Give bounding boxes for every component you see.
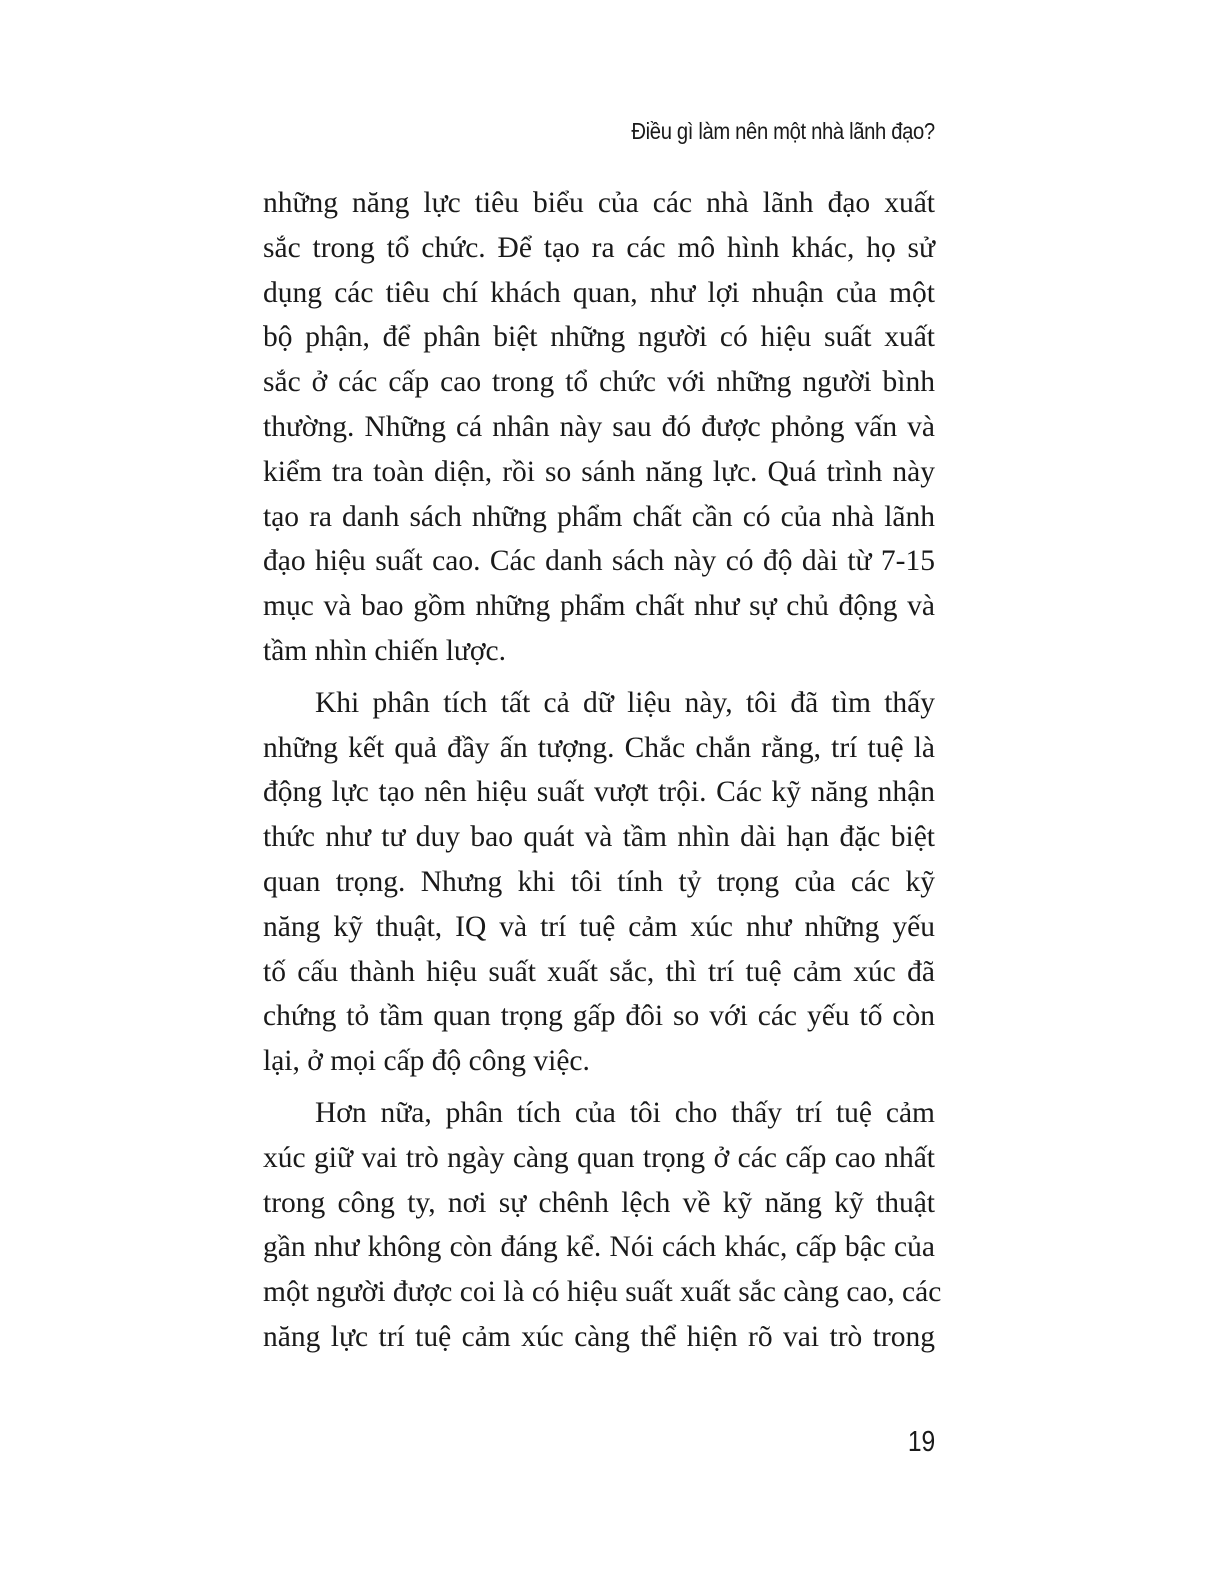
text-line: những năng lực tiêu biểu của các nhà lãnh đạo xuất	[263, 187, 935, 219]
text-line: thức như tư duy bao quát và tầm nhìn dài hạn đặc biệt	[263, 821, 935, 854]
text-line: quan trọng. Nhưng khi tôi tính tỷ trọng của các kỹ	[263, 865, 935, 898]
paragraph-1	[263, 181, 935, 674]
text-line: xúc giữ vai trò ngày càng quan trọng ở các cấp cao nhất	[263, 1141, 935, 1174]
text-line: thường. Những cá nhân này sau đó được phỏng vấn và	[263, 410, 935, 443]
text-line: những kết quả đầy ấn tượng. Chắc chắn rằng, trí tuệ là	[263, 731, 935, 764]
text-line: động lực tạo nên hiệu suất vượt trội. Các kỹ năng nhận	[263, 776, 935, 809]
text-line: tố cấu thành hiệu suất xuất sắc, thì trí tuệ cảm xúc đã	[263, 955, 935, 988]
text-line: đạo hiệu suất cao. Các danh sách này có độ dài từ 7-15	[263, 545, 935, 578]
text-line: gần như không còn đáng kể. Nói cách khác, cấp bậc của	[263, 1231, 935, 1264]
text-line: bộ phận, để phân biệt những người có hiệu suất xuất	[263, 321, 935, 354]
text-line: một người được coi là có hiệu suất xuất sắc càng cao, các	[263, 1276, 942, 1309]
running-header: Điều gì làm nên một nhà lãnh đạo?	[631, 118, 935, 144]
text-line: tạo ra danh sách những phẩm chất cần có của nhà lãnh	[263, 500, 935, 533]
text-line: sắc trong tổ chức. Để tạo ra các mô hình khác, họ sử	[263, 231, 935, 264]
text-line: trong công ty, nơi sự chênh lệch về kỹ năng kỹ thuật	[263, 1186, 935, 1219]
text-line: sắc ở các cấp cao trong tổ chức với những người bình	[263, 366, 935, 399]
text-line: lại, ở mọi cấp độ công việc.	[263, 1045, 590, 1078]
text-line: Khi phân tích tất cả dữ liệu này, tôi đã tìm thấy	[315, 686, 935, 719]
text-line: mục và bao gồm những phẩm chất như sự chủ động và	[263, 590, 935, 623]
page-number: 19	[907, 1426, 935, 1458]
text-line: năng kỹ thuật, IQ và trí tuệ cảm xúc như những yếu	[263, 910, 935, 943]
text-line: kiểm tra toàn diện, rồi so sánh năng lực. Quá trình này	[263, 455, 935, 488]
text-line: tầm nhìn chiến lược.	[263, 634, 506, 667]
paragraph-3	[263, 1091, 942, 1360]
text-line: năng lực trí tuệ cảm xúc càng thể hiện rõ vai trò trong	[263, 1320, 935, 1353]
text-line: Hơn nữa, phân tích của tôi cho thấy trí tuệ cảm	[315, 1096, 935, 1129]
text-line: chứng tỏ tầm quan trọng gấp đôi so với các yếu tố còn	[263, 1000, 935, 1033]
body-text	[263, 181, 942, 1360]
paragraph-2	[263, 681, 935, 1084]
text-line: dụng các tiêu chí khách quan, như lợi nhuận của một	[263, 276, 935, 309]
